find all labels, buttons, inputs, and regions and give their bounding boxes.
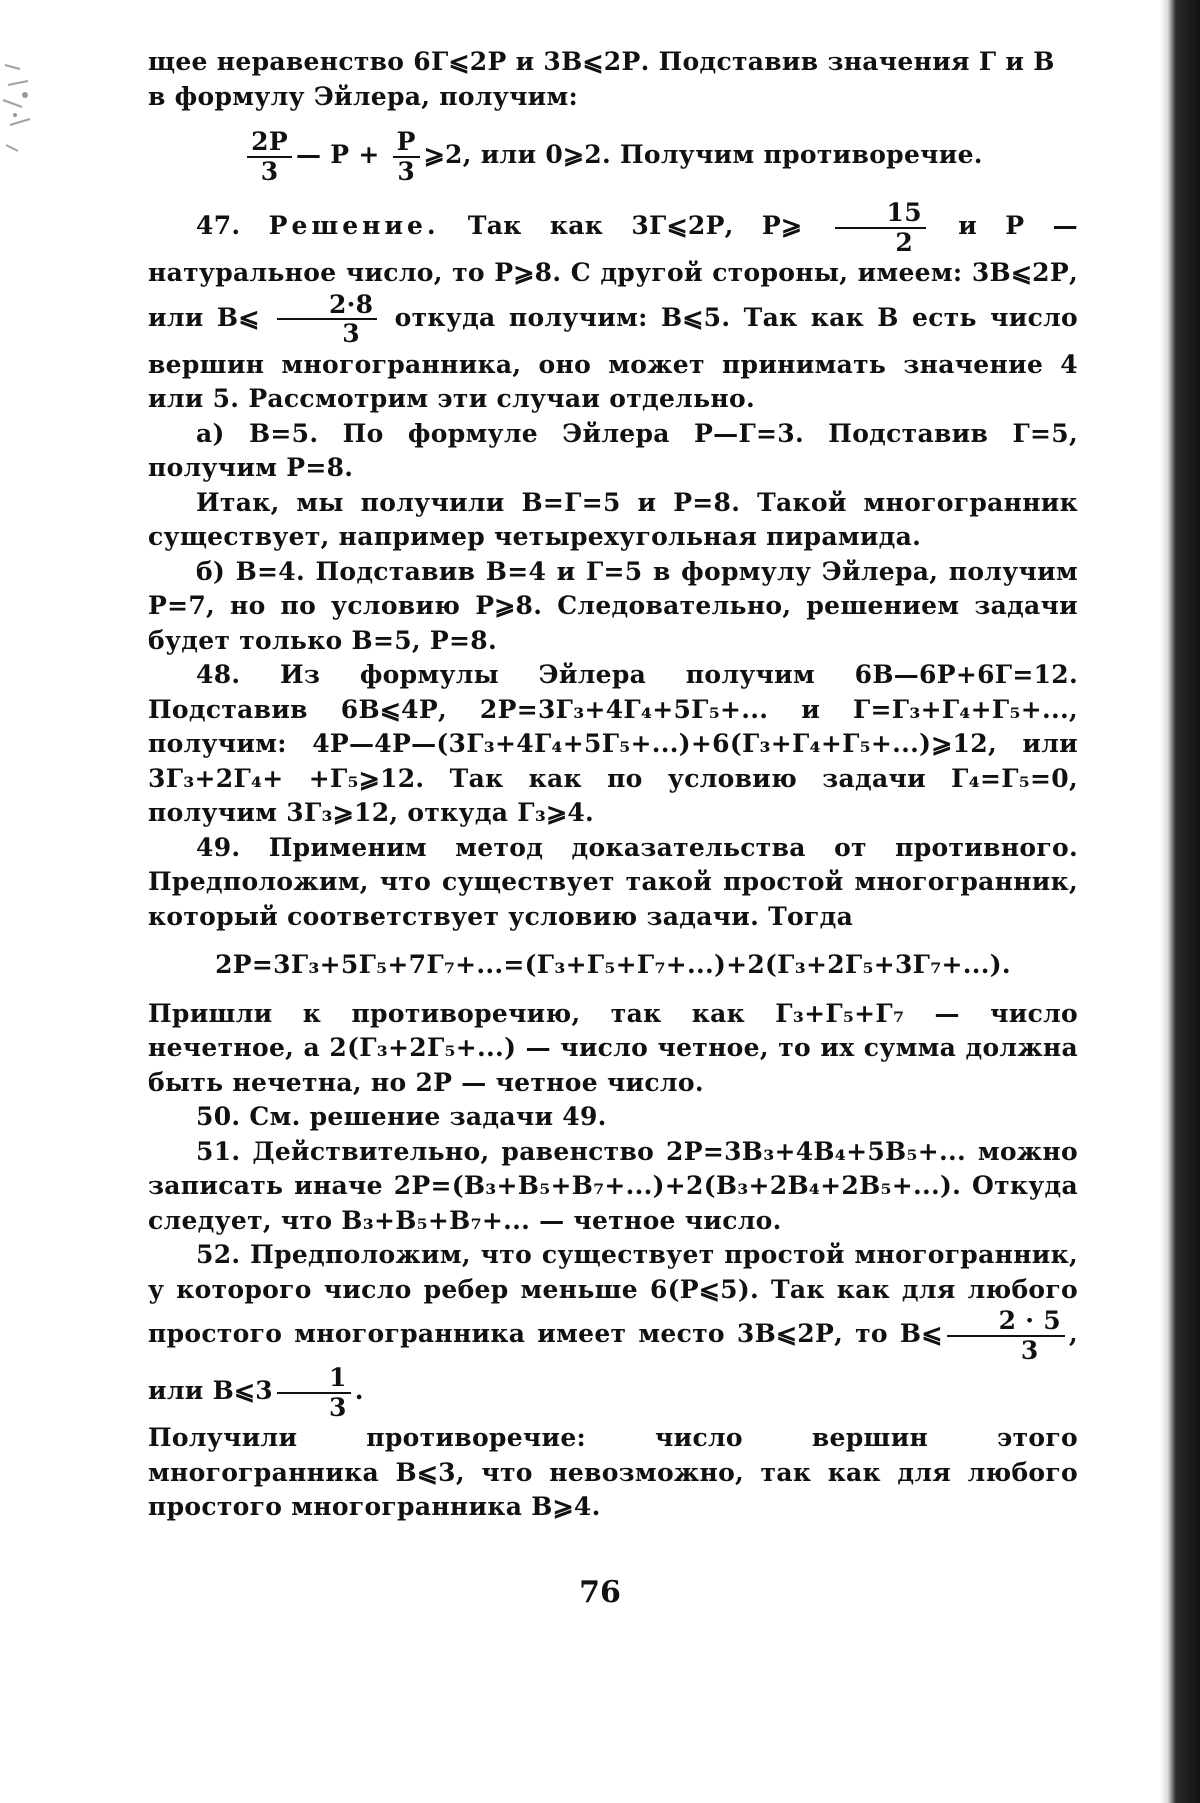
paragraph-50: 50. См. решение задачи 49. (196, 1102, 607, 1131)
paragraph-48: 48. Из формулы Эйлера получим 6В—6Р+6Г=12. Подставив 6В⩽4Р, 2Р=3Г₃+4Г₄+5Г₅+... и Г=Г₃+Г₄+Г₅+..., получим: 4Р—4Р—(3Г₃+4Г₄+5Г₅+...)+6(Г₃+Г₄+Г₅+...)⩾12, или 3Г₃+2Г₄+ +Г₅⩾12. Так как по условию задачи Г₄=Г₅=0, получим 3Г₃⩾12, откуда Г₃⩾4. (148, 660, 1078, 827)
paragraph-52: 52. Предположим, что существует простой многогранник, у которого число ребер меньше 6(Р⩽5). Так как для любого простого многогранника имеет место 3В⩽2Р, то В⩽ $\frac{2 \cdot 5}{3}$ , или В⩽3 $\frac{1}{3}$ . (148, 1240, 1078, 1422)
paragraph-49-cont: Пришли к противоречию, так как Г₃+Г₅+Г₇ — число нечетное, а 2(Г₃+2Г₅+...) — число четное, то их сумма должна быть нечетна, но 2Р — четное число. (148, 998, 1078, 1097)
fraction: $\frac{1}{3}$ (277, 1364, 351, 1421)
text-line: щее неравенство 6Г⩽2Р и 3В⩽2Р. Подставив значения Г и В (148, 47, 1055, 76)
paragraph-case-b: б) В=4. Подставив В=4 и Г=5 в формулу Эйлера, получим Р=7, но по условию Р⩾8. Следовательно, решением задачи будет только В=5, Р=8. (148, 556, 1078, 655)
scan-dark-edge (1160, 0, 1200, 1803)
paragraph-52-cont: Получили противоречие: число вершин этого многогранника В⩽3, что невозможно, так как для любого простого многогранника В⩾4. (148, 1423, 1078, 1521)
paragraph-51: 51. Действительно, равенство 2Р=3В₃+4В₄+5В₅+... можно записать иначе 2Р=(В₃+В₅+В₇+...)+2(В₃+2В₄+2В₅+...). Откуда следует, что В₃+В₅+В₇+... — четное число. (148, 1136, 1078, 1235)
paragraph-49: 49. Применим метод доказательства от противного. Предположим, что существует такой простой многогранник, который соответствует условию задачи. Тогда (148, 832, 1078, 931)
fraction: $\frac{15}{2}$ (835, 199, 926, 256)
text-line: в формулу Эйлера, получим: (148, 81, 579, 111)
fraction: $\frac{2Р}{3}$ (247, 128, 292, 185)
fraction: $\frac{2 \cdot 5}{3}$ (947, 1307, 1065, 1364)
formula-line: 2Р=3Г₃+5Г₅+7Г₇+...=(Г₃+Г₅+Г₇+...)+2(Г₃+2Г₅+3Г₇+...). (215, 950, 1011, 979)
page-text (148, 45, 1078, 1525)
fraction: $\frac{2\cdot 8}{3}$ (277, 291, 377, 348)
scan-speckle-mark (0, 55, 60, 165)
formula-line: $\frac{2Р}{3}$ — Р + $\frac{Р}{3}$ ⩾2, или 0⩾2. Получим противоречие. (148, 128, 1078, 185)
paragraph-case-a-result: Итак, мы получили В=Г=5 и Р=8. Такой многогранник существует, например четырехугольная пирамида. (148, 487, 1078, 551)
fraction: $\frac{Р}{3}$ (393, 128, 420, 185)
page-number: 76 (579, 1575, 621, 1610)
paragraph-47: 47. Решение. Так как 3Г⩽2Р, Р⩾ $\frac{15}{2}$ и Р — натуральное число, то Р⩾8. С другой стороны, имеем: 3В⩽2Р, или В⩽ $\frac{2\cdot 8}{3}$ откуда получим: В⩽5. Так как В есть число вершин многогранника, оно может принимать значение 4 или 5. Рассмотрим эти случаи отдельно. (148, 198, 1079, 413)
paragraph-case-a: а) В=5. По формуле Эйлера Р—Г=3. Подставив Г=5, получим Р=8. (148, 418, 1078, 482)
